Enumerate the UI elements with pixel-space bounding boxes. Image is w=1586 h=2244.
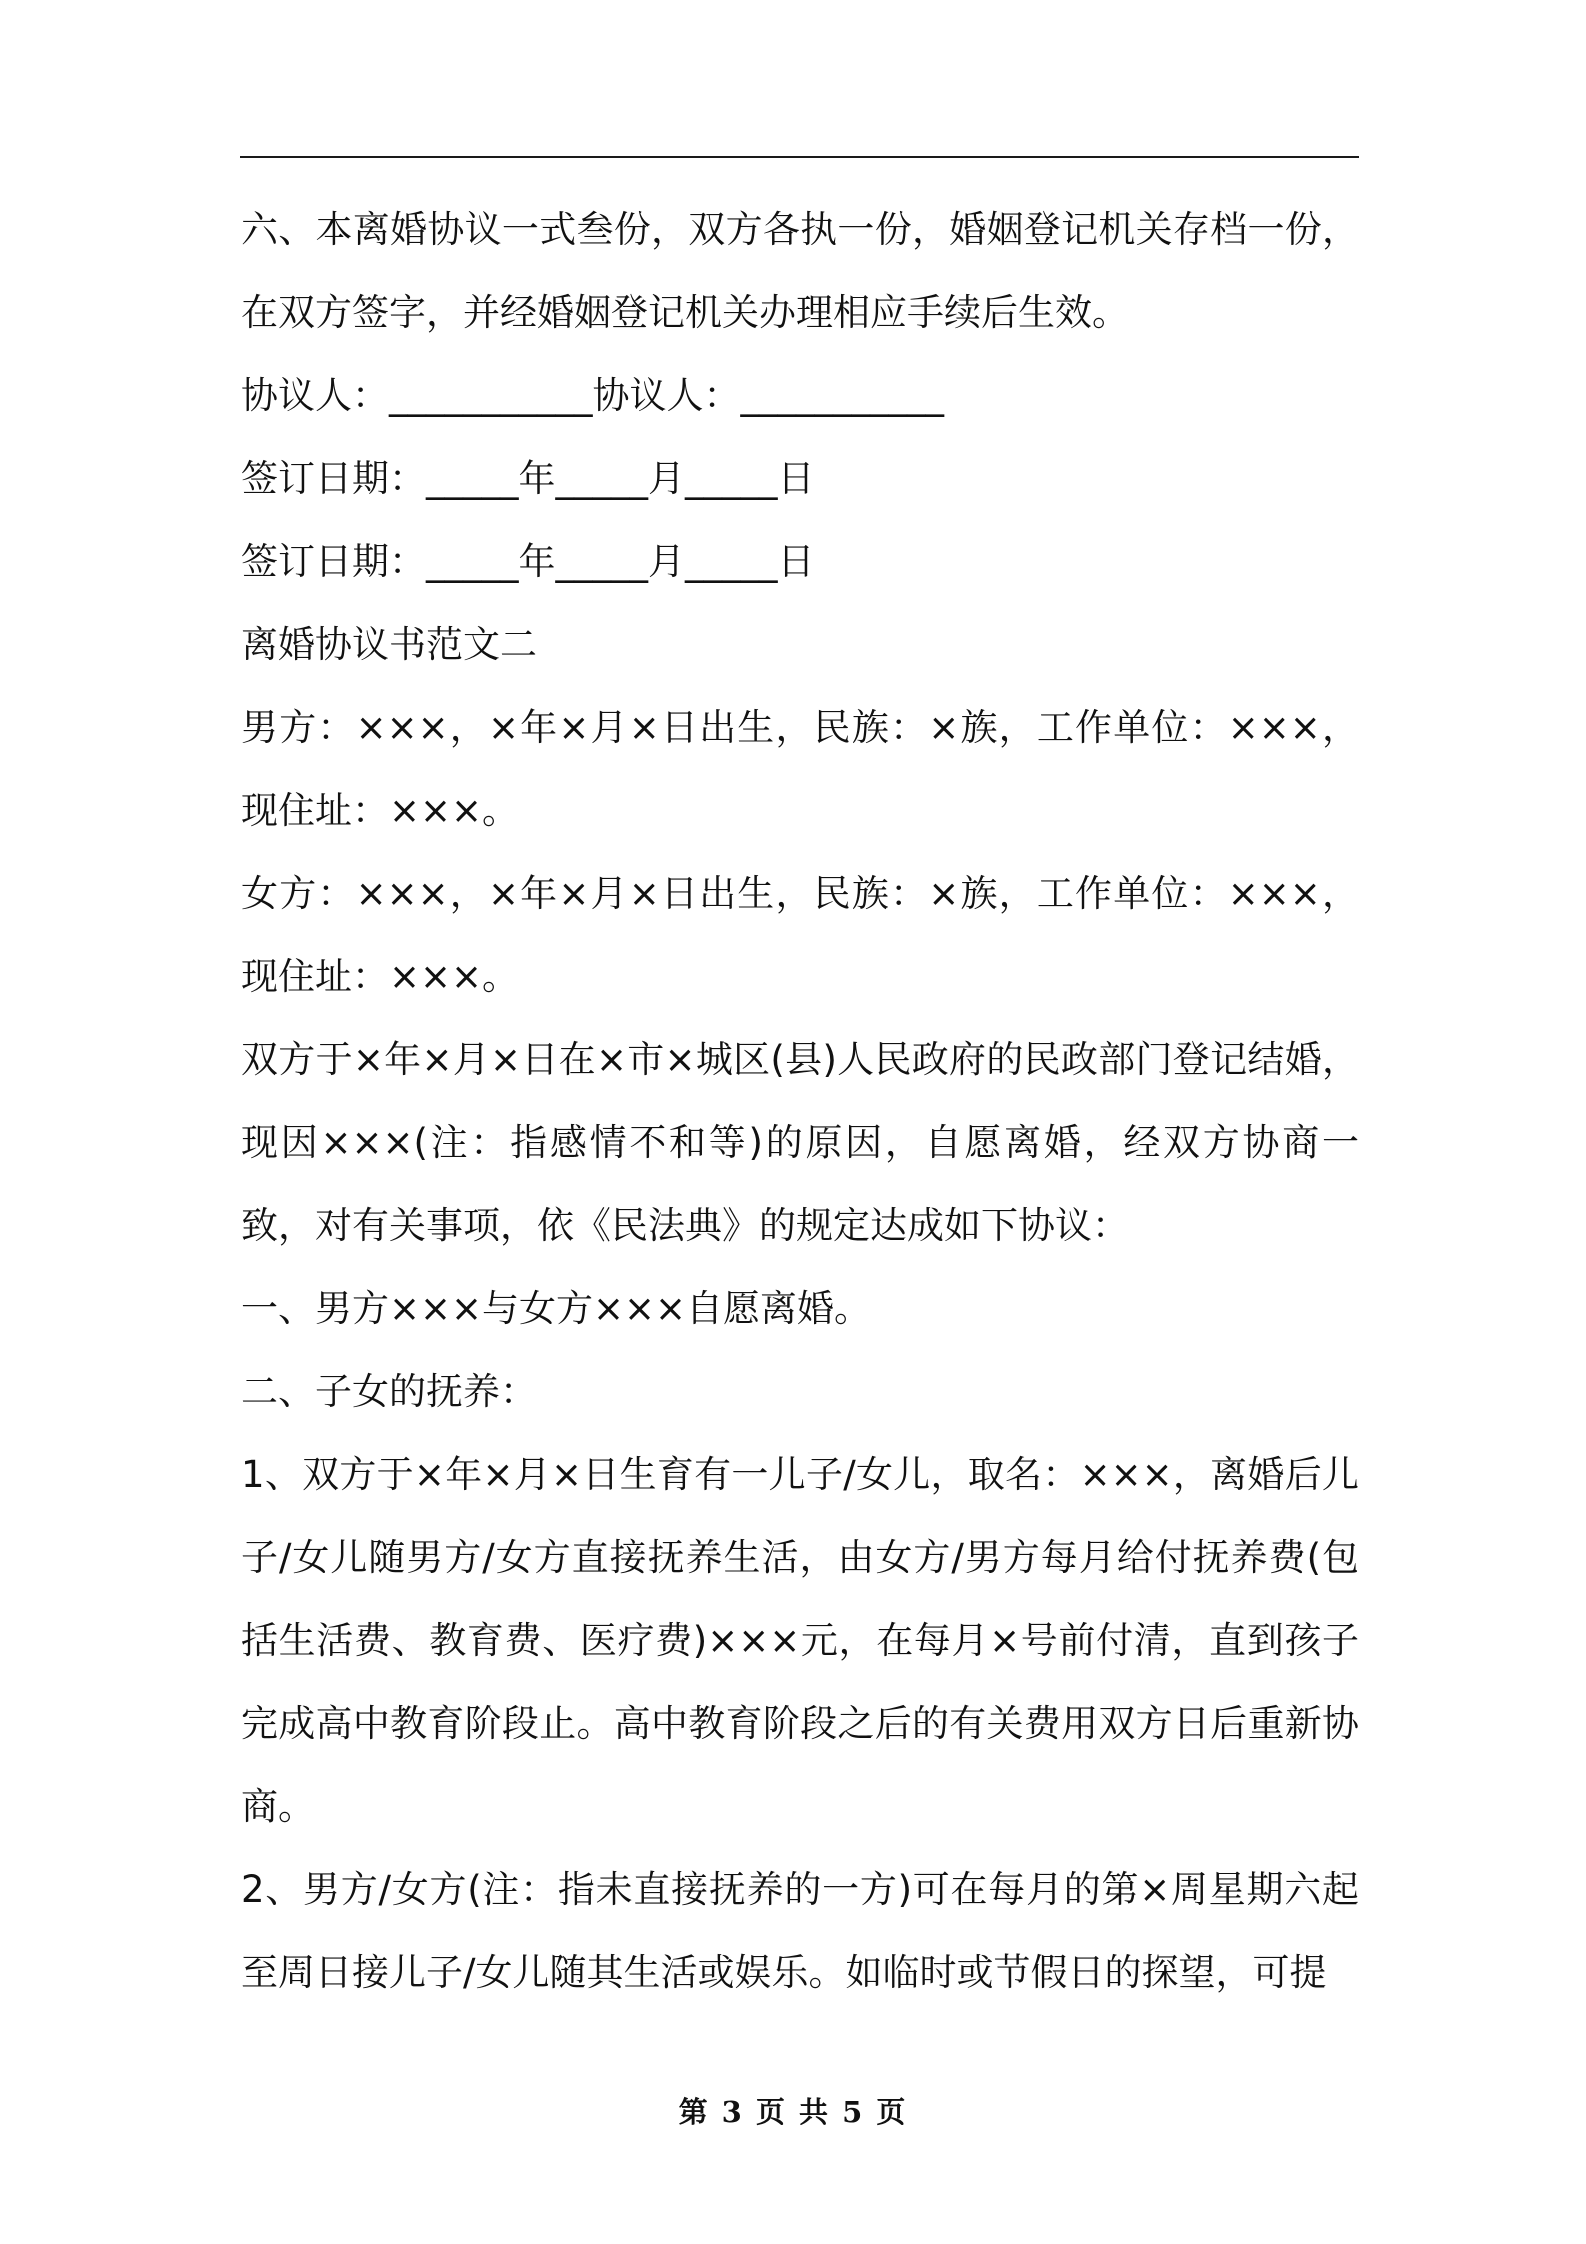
signatories-line: 协议人：___________协议人：___________ — [241, 374, 944, 417]
clause-two-heading: 二、子女的抚养： — [241, 1370, 537, 1413]
male-party-info: 男方：×××，×年×月×日出生，民族：×族，工作单位：×××，现住址：×××。 — [241, 706, 1359, 832]
clause-two-item-2: 2、男方/女方(注：指未直接抚养的一方)可在每月的第×周星期六起至周日接儿子/女儿随其生活或娱乐。如临时或节假日的探望，可提 — [241, 1868, 1359, 1994]
female-party-info: 女方：×××，×年×月×日出生，民族：×族，工作单位：×××，现住址：×××。 — [241, 872, 1359, 998]
clause-one: 一、男方×××与女方×××自愿离婚。 — [241, 1287, 872, 1330]
signing-date-line: 签订日期：_____年_____月_____日 — [241, 540, 815, 583]
section-title: 离婚协议书范文二 — [241, 623, 537, 666]
clause-six: 六、本离婚协议一式叁份，双方各执一份，婚姻登记机关存档一份，在双方签字，并经婚姻登记机关办理相应手续后生效。 — [241, 208, 1359, 334]
clause-two-item-1: 1、双方于×年×月×日生育有一儿子/女儿，取名：×××，离婚后儿子/女儿随男方/女方直接抚养生活，由女方/男方每月给付抚养费(包括生活费、教育费、医疗费)×××元，在每月×号前付清，直到孩子完成高中教育阶段止。高中教育阶段之后的有关费用双方日后重新协商。 — [241, 1453, 1359, 1828]
header-divider — [240, 156, 1359, 158]
signing-date-line: 签订日期：_____年_____月_____日 — [241, 457, 815, 500]
document-body — [241, 188, 1359, 2014]
preamble-paragraph: 双方于×年×月×日在×市×城区(县)人民政府的民政部门登记结婚，现因×××(注：指感情不和等)的原因，自愿离婚，经双方协商一致，对有关事项，依《民法典》的规定达成如下协议： — [241, 1038, 1359, 1247]
page-number: 第 3 页 共 5 页 — [678, 2095, 908, 2129]
